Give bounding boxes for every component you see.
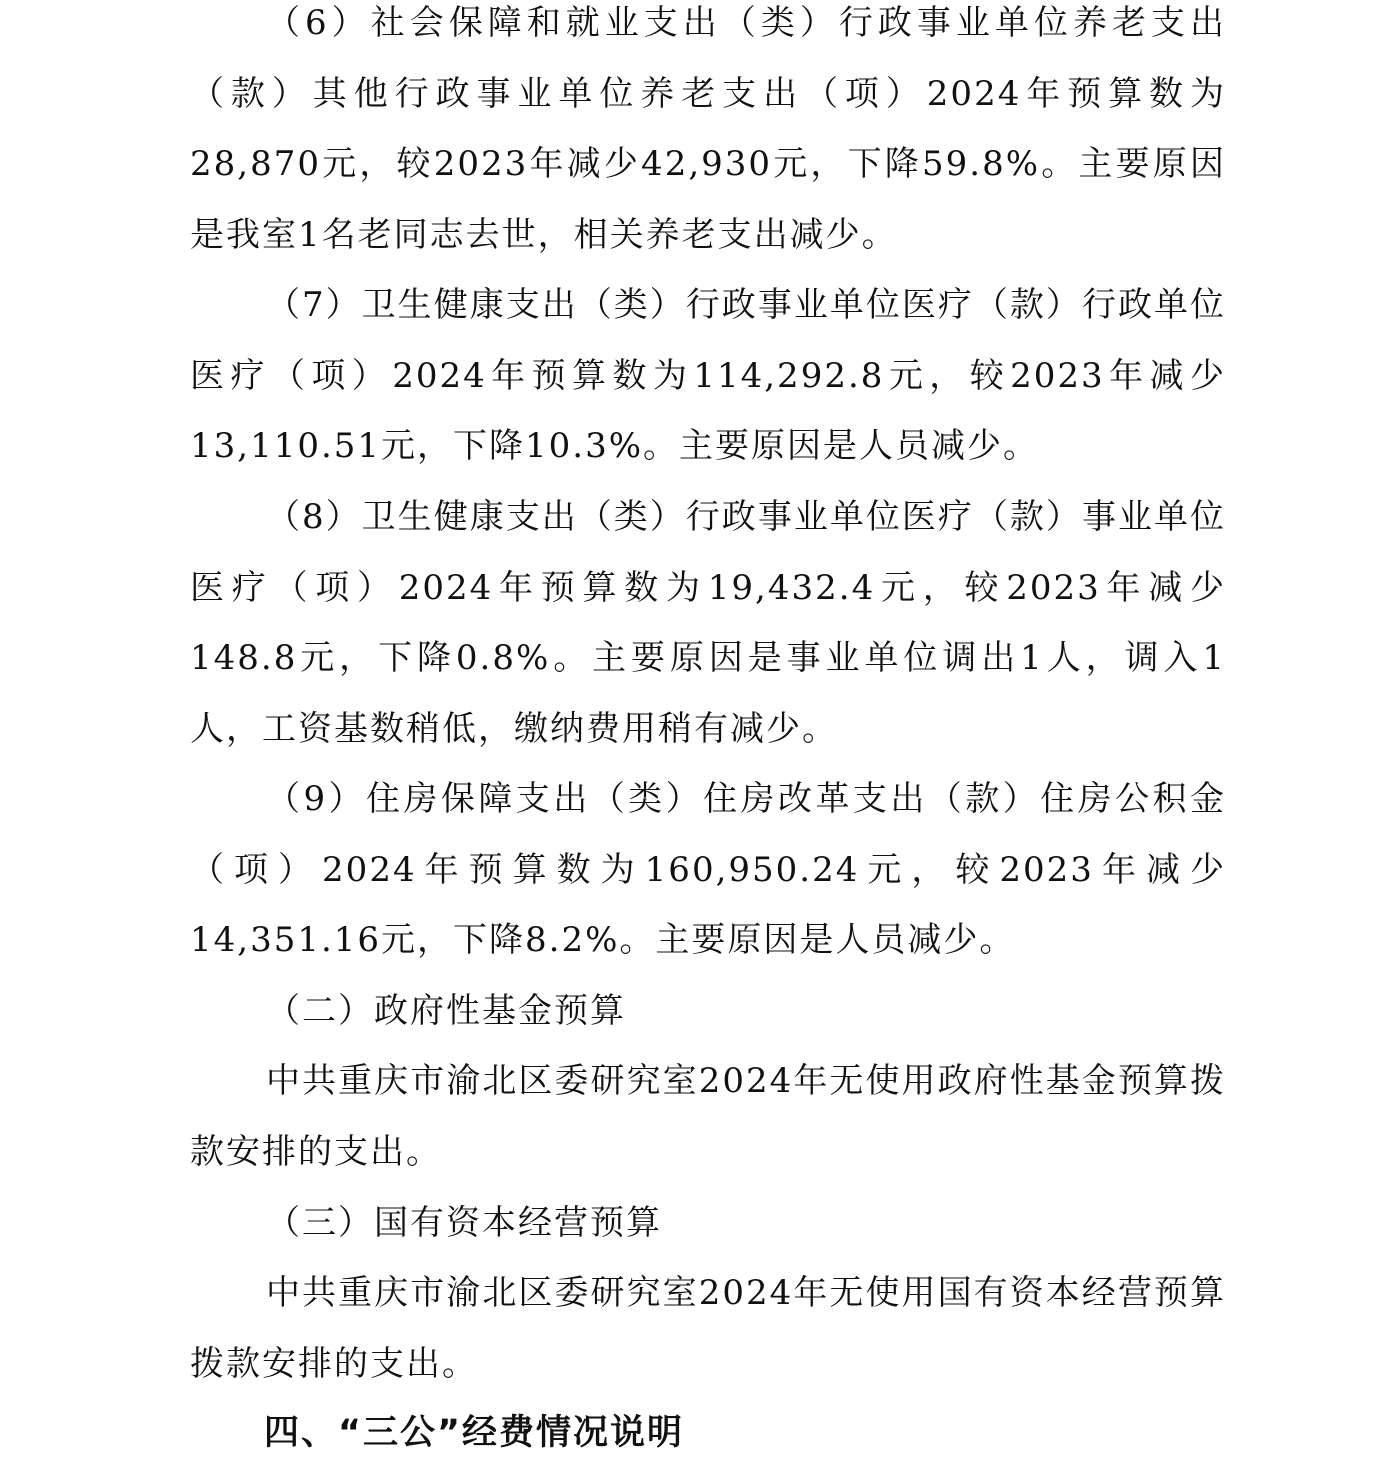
heading-state-capital-budget: （三）国有资本经营预算 (266, 1203, 662, 1243)
paragraph-item-9: （9）住房保障支出（类）住房改革支出（款）住房公积金（项）2024年预算数为160,950.24元，较2023年减少14,351.16元，下降8.2%。主要原因是人员减少。 (190, 779, 1226, 960)
paragraph-item-6: （6）社会保障和就业支出（类）行政事业单位养老支出（款）其他行政事业单位养老支出（项）2024年预算数为28,870元，较2023年减少42,930元，下降59.8%。主要原因是我室1名老同志去世，相关养老支出减少。 (190, 3, 1226, 255)
heading-government-fund-budget: （二）政府性基金预算 (266, 991, 626, 1031)
paragraph-state-capital: 中共重庆市渝北区委研究室2024年无使用国有资本经营预算拨款安排的支出。 (190, 1273, 1226, 1384)
paragraph-item-8: （8）卫生健康支出（类）行政事业单位医疗（款）事业单位医疗（项）2024年预算数为19,432.4元，较2023年减少148.8元，下降0.8%。主要原因是事业单位调出1人，调入1人，工资基数稍低，缴纳费用稍有减少。 (190, 497, 1226, 749)
paragraph-item-7: （7）卫生健康支出（类）行政事业单位医疗（款）行政单位医疗（项）2024年预算数为114,292.8元，较2023年减少13,110.51元，下降10.3%。主要原因是人员减少。 (190, 285, 1226, 466)
paragraph-government-fund: 中共重庆市渝北区委研究室2024年无使用政府性基金预算拨款安排的支出。 (190, 1061, 1226, 1172)
section-title-three-public-expenses: 四、“三公”经费情况说明 (264, 1413, 685, 1453)
